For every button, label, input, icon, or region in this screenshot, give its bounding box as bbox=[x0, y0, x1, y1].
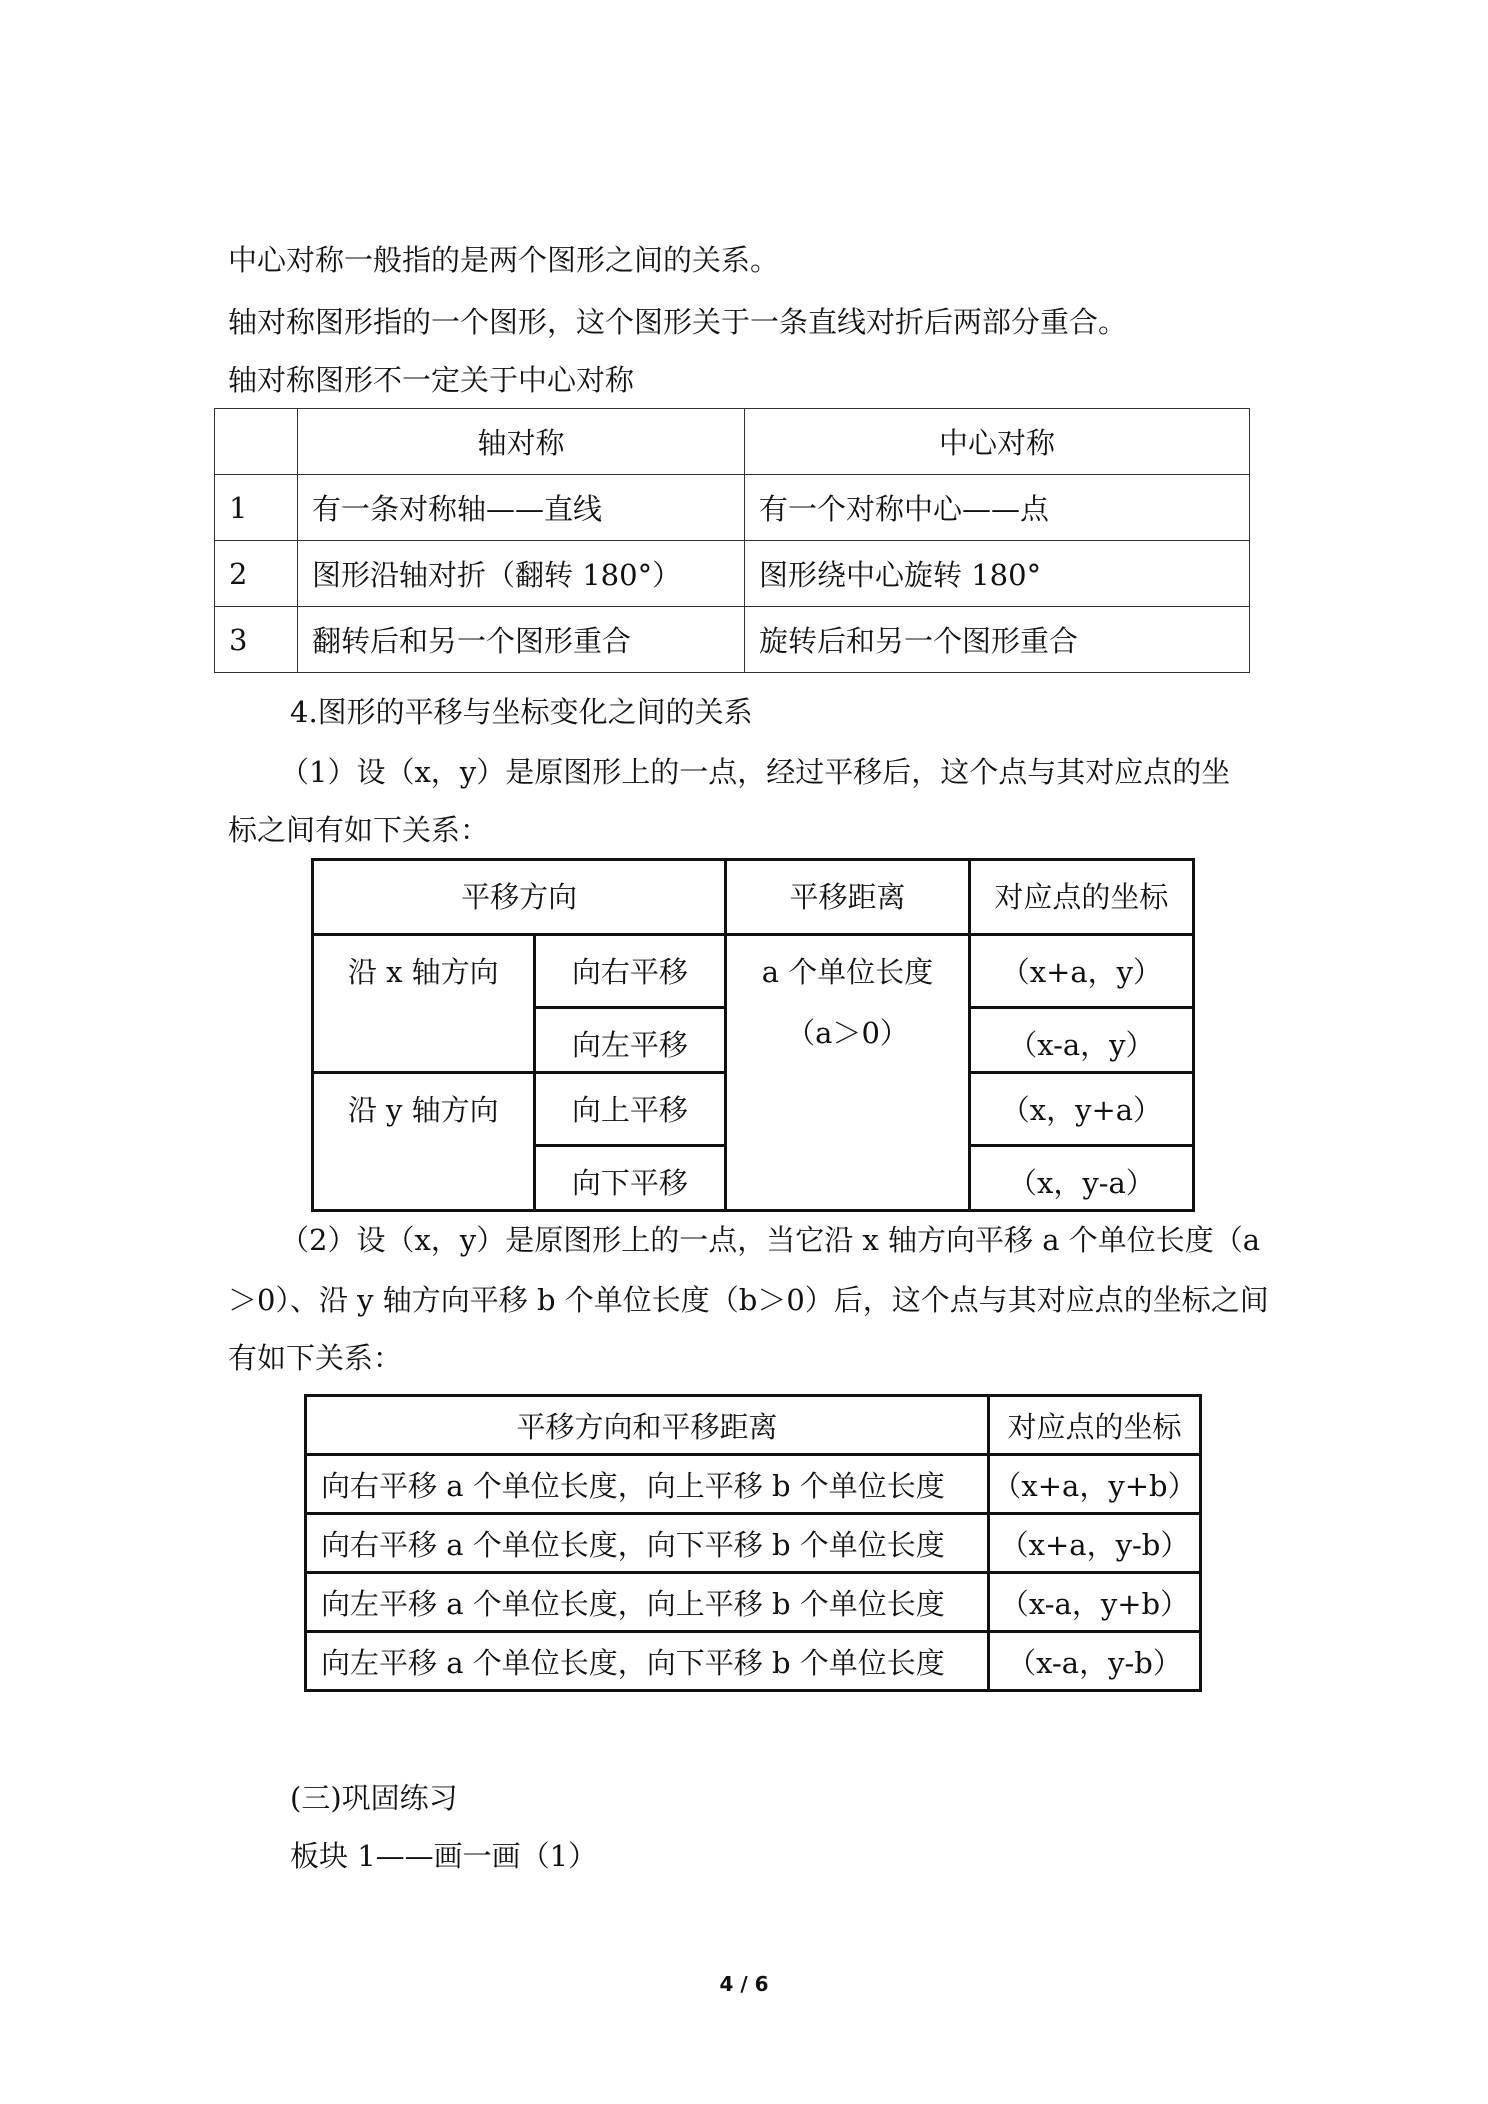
table-header-row bbox=[215, 409, 1250, 475]
translation-table bbox=[311, 858, 1195, 1212]
table-row bbox=[306, 1455, 1201, 1514]
section-heading-4: 4.图形的平移与坐标变化之间的关系 bbox=[290, 695, 753, 729]
table-header-cell: 轴对称 bbox=[298, 409, 745, 475]
table-cell: 1 bbox=[215, 475, 298, 541]
table-cell: 向右平移 a 个单位长度，向下平移 b 个单位长度 bbox=[306, 1514, 989, 1573]
paragraph-q2-line1: （2）设（x，y）是原图形上的一点，当它沿 x 轴方向平移 a 个单位长度（a bbox=[280, 1223, 1260, 1257]
axis-x-cell: 沿 x 轴方向 bbox=[313, 935, 535, 1073]
table-cell: 图形绕中心旋转 180° bbox=[745, 541, 1250, 607]
table-row bbox=[306, 1573, 1201, 1632]
table-cell: 有一条对称轴——直线 bbox=[298, 475, 745, 541]
distance-cell bbox=[726, 935, 970, 1211]
table-header-row bbox=[306, 1396, 1201, 1455]
coord-cell: （x，y-a） bbox=[969, 1146, 1193, 1211]
table-row bbox=[306, 1514, 1201, 1573]
combined-translation-table bbox=[304, 1394, 1202, 1692]
table-header-cell: 平移方向和平移距离 bbox=[306, 1396, 989, 1455]
paragraph-q1-line2: 标之间有如下关系： bbox=[228, 813, 490, 847]
direction-cell: 向右平移 bbox=[534, 935, 726, 1008]
table-cell: 3 bbox=[215, 607, 298, 673]
direction-cell: 向下平移 bbox=[534, 1146, 726, 1211]
table-header-row bbox=[313, 860, 1194, 935]
table-row bbox=[306, 1632, 1201, 1691]
table-cell: 向右平移 a 个单位长度，向上平移 b 个单位长度 bbox=[306, 1455, 989, 1514]
table-header-cell: 平移距离 bbox=[726, 860, 970, 935]
distance-line2: （a＞0） bbox=[786, 1016, 909, 1050]
coord-cell: （x+a，y） bbox=[969, 935, 1193, 1008]
section-heading-3: (三)巩固练习 bbox=[290, 1781, 458, 1815]
table-cell: （x-a，y+b） bbox=[989, 1573, 1201, 1632]
table-cell: （x-a，y-b） bbox=[989, 1632, 1201, 1691]
table-header-cell: 对应点的坐标 bbox=[989, 1396, 1201, 1455]
axis-y-cell: 沿 y 轴方向 bbox=[313, 1073, 535, 1211]
table-cell: 2 bbox=[215, 541, 298, 607]
table-cell: 有一个对称中心——点 bbox=[745, 475, 1250, 541]
table-cell: （x+a，y+b） bbox=[989, 1455, 1201, 1514]
direction-cell: 向上平移 bbox=[534, 1073, 726, 1146]
table-header-cell: 对应点的坐标 bbox=[969, 860, 1193, 935]
coord-cell: （x-a，y） bbox=[969, 1008, 1193, 1073]
paragraph-axial-symmetry: 轴对称图形指的一个图形，这个图形关于一条直线对折后两部分重合。 bbox=[228, 305, 1128, 339]
table-cell: 向左平移 a 个单位长度，向下平移 b 个单位长度 bbox=[306, 1632, 989, 1691]
table-row bbox=[215, 541, 1250, 607]
page-number: 4 / 6 bbox=[719, 1972, 769, 1996]
table-header-cell: 平移方向 bbox=[313, 860, 726, 935]
table-cell: 翻转后和另一个图形重合 bbox=[298, 607, 745, 673]
table-cell: 向左平移 a 个单位长度，向上平移 b 个单位长度 bbox=[306, 1573, 989, 1632]
paragraph-q2-line3: 有如下关系： bbox=[228, 1341, 403, 1375]
table-row bbox=[313, 935, 1194, 1008]
table-row bbox=[215, 475, 1250, 541]
distance-line1: a 个单位长度 bbox=[761, 955, 934, 989]
symmetry-comparison-table bbox=[214, 408, 1250, 673]
table-row bbox=[215, 607, 1250, 673]
paragraph-q1-line1: （1）设（x，y）是原图形上的一点，经过平移后，这个点与其对应点的坐 bbox=[280, 755, 1231, 789]
direction-cell: 向左平移 bbox=[534, 1008, 726, 1073]
table-cell: 旋转后和另一个图形重合 bbox=[745, 607, 1250, 673]
table-cell bbox=[215, 409, 298, 475]
paragraph-q2-line2: ＞0）、沿 y 轴方向平移 b 个单位长度（b＞0）后，这个点与其对应点的坐标之间 bbox=[228, 1283, 1269, 1317]
table-cell: （x+a，y-b） bbox=[989, 1514, 1201, 1573]
paragraph-central-symmetry: 中心对称一般指的是两个图形之间的关系。 bbox=[228, 243, 780, 277]
block-heading: 板块 1——画一画（1） bbox=[290, 1839, 598, 1873]
coord-cell: （x，y+a） bbox=[969, 1073, 1193, 1146]
table-cell: 图形沿轴对折（翻转 180°） bbox=[298, 541, 745, 607]
table-header-cell: 中心对称 bbox=[745, 409, 1250, 475]
paragraph-note: 轴对称图形不一定关于中心对称 bbox=[228, 363, 635, 397]
